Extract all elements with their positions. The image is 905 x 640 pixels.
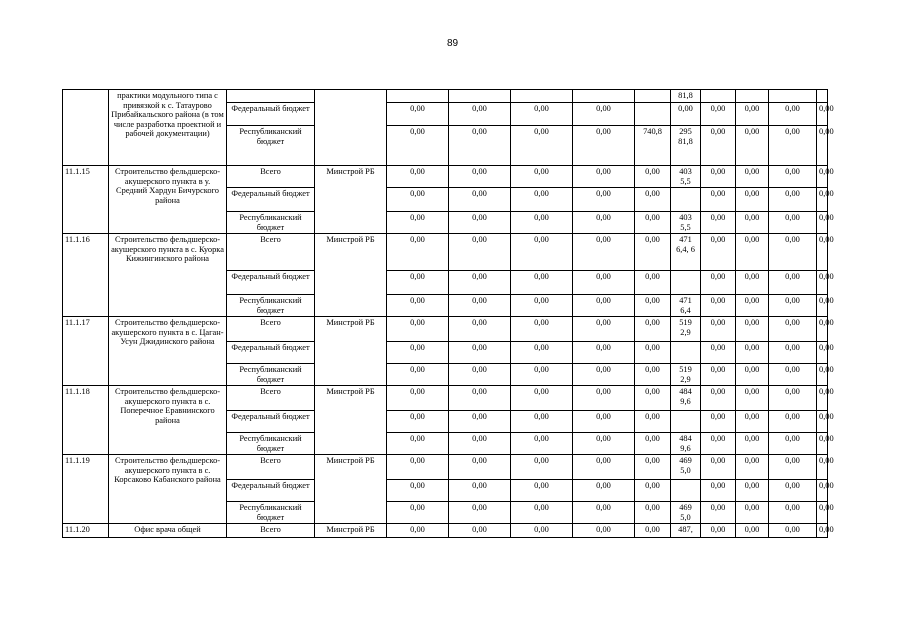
amount-cell: 0,00	[769, 212, 817, 234]
amount-cell: 0,00	[701, 411, 736, 433]
amount-cell: 0,00	[769, 188, 817, 212]
amount-cell: 0,00	[701, 364, 736, 386]
amount-cell: 519 2,9	[671, 364, 701, 386]
table-row	[63, 234, 828, 271]
project-code: 11.1.15	[63, 166, 109, 234]
amount-cell: 0,00	[817, 364, 828, 386]
funding-source: Всего	[227, 166, 315, 188]
amount-cell: 0,00	[573, 411, 635, 433]
amount-cell: 0,00	[449, 295, 511, 317]
amount-cell: 0,00	[817, 455, 828, 480]
table-row	[63, 386, 828, 411]
amount-cell: 0,00	[701, 295, 736, 317]
amount-cell: 0,00	[701, 480, 736, 502]
amount-cell: 0,00	[449, 386, 511, 411]
amount-cell	[817, 90, 828, 103]
project-code	[63, 90, 109, 166]
amount-cell: 0,00	[817, 480, 828, 502]
amount-cell: 0,00	[449, 433, 511, 455]
amount-cell: 0,00	[573, 480, 635, 502]
amount-cell: 0,00	[387, 212, 449, 234]
amount-cell: 0,00	[635, 524, 671, 538]
amount-cell: 0,00	[635, 480, 671, 502]
amount-cell: 0,00	[635, 317, 671, 342]
project-name: Строительство фельдшерско-акушерского пункта в с. Поперечное Еравнинского района	[109, 386, 227, 455]
amount-cell: 0,00	[701, 342, 736, 364]
amount-cell: 403 5,5	[671, 166, 701, 188]
amount-cell: 0,00	[736, 455, 769, 480]
amount-cell: 0,00	[635, 234, 671, 271]
amount-cell: 0,00	[736, 364, 769, 386]
amount-cell: 0,00	[449, 317, 511, 342]
amount-cell: 0,00	[769, 126, 817, 166]
amount-cell	[387, 90, 449, 103]
funding-source: Всего	[227, 317, 315, 342]
responsible-executor: Минстрой РБ	[315, 234, 387, 317]
amount-cell: 0,00	[769, 103, 817, 126]
amount-cell: 0,00	[511, 364, 573, 386]
responsible-executor: Минстрой РБ	[315, 317, 387, 386]
project-code: 11.1.19	[63, 455, 109, 524]
amount-cell: 0,00	[817, 271, 828, 295]
amount-cell: 0,00	[573, 188, 635, 212]
amount-cell: 0,00	[736, 342, 769, 364]
amount-cell	[449, 90, 511, 103]
table-row	[63, 317, 828, 342]
amount-cell: 471 6,4, 6	[671, 234, 701, 271]
amount-cell: 0,00	[387, 364, 449, 386]
amount-cell: 0,00	[573, 295, 635, 317]
project-name: Офис врача общей	[109, 524, 227, 538]
amount-cell: 0,00	[736, 126, 769, 166]
amount-cell: 0,00	[701, 271, 736, 295]
amount-cell: 0,00	[387, 103, 449, 126]
table-row	[63, 166, 828, 188]
amount-cell: 0,00	[449, 524, 511, 538]
responsible-executor: Минстрой РБ	[315, 386, 387, 455]
amount-cell: 0,00	[387, 342, 449, 364]
amount-cell: 0,00	[769, 455, 817, 480]
amount-cell: 0,00	[573, 212, 635, 234]
amount-cell: 0,00	[817, 386, 828, 411]
amount-cell: 0,00	[635, 502, 671, 524]
amount-cell: 0,00	[511, 433, 573, 455]
amount-cell: 0,00	[387, 166, 449, 188]
project-name: практики модульного типа с привязкой к с. Татаурово Прибайкальского района (в том числе разработка проектной и рабочей документации)	[109, 90, 227, 166]
amount-cell: 0,00	[573, 317, 635, 342]
responsible-executor: Минстрой РБ	[315, 166, 387, 234]
amount-cell: 0,00	[701, 524, 736, 538]
amount-cell: 0,00	[511, 342, 573, 364]
amount-cell: 0,00	[573, 103, 635, 126]
amount-cell: 0,00	[573, 502, 635, 524]
amount-cell: 0,00	[511, 166, 573, 188]
amount-cell: 0,00	[769, 502, 817, 524]
amount-cell: 0,00	[573, 271, 635, 295]
amount-cell: 0,00	[449, 364, 511, 386]
amount-cell: 0,00	[769, 411, 817, 433]
amount-cell: 0,00	[573, 524, 635, 538]
amount-cell: 0,00	[387, 126, 449, 166]
amount-cell: 0,00	[701, 103, 736, 126]
amount-cell: 0,00	[769, 317, 817, 342]
amount-cell: 0,00	[635, 295, 671, 317]
project-code: 11.1.17	[63, 317, 109, 386]
funding-source: Республиканский бюджет	[227, 364, 315, 386]
project-name: Строительство фельдшерско-акушерского пункта в с. Цаган-Усун Джидинского района	[109, 317, 227, 386]
amount-cell: 0,00	[635, 212, 671, 234]
funding-source: Республиканский бюджет	[227, 295, 315, 317]
amount-cell: 469 5,0	[671, 455, 701, 480]
amount-cell: 0,00	[511, 317, 573, 342]
table-row	[63, 90, 828, 103]
amount-cell: 0,00	[511, 480, 573, 502]
amount-cell: 0,00	[817, 234, 828, 271]
amount-cell: 81,8	[671, 90, 701, 103]
amount-cell: 0,00	[736, 103, 769, 126]
amount-cell: 519 2,9	[671, 317, 701, 342]
funding-source: Республиканский бюджет	[227, 212, 315, 234]
amount-cell: 0,00	[511, 103, 573, 126]
amount-cell: 469 5,0	[671, 502, 701, 524]
amount-cell: 0,00	[769, 386, 817, 411]
amount-cell: 0,00	[769, 271, 817, 295]
amount-cell: 0,00	[736, 166, 769, 188]
project-name: Строительство фельдшерско-акушерского пункта в у. Средний Хардун Бичурского района	[109, 166, 227, 234]
amount-cell	[736, 90, 769, 103]
project-name: Строительство фельдшерско-акушерского пункта в с. Куорка Кижингинского района	[109, 234, 227, 317]
amount-cell: 0,00	[635, 271, 671, 295]
amount-cell: 0,00	[573, 234, 635, 271]
amount-cell: 0,00	[769, 364, 817, 386]
amount-cell: 487,	[671, 524, 701, 538]
amount-cell: 0,00	[387, 480, 449, 502]
funding-source: Федеральный бюджет	[227, 480, 315, 502]
amount-cell: 0,00	[573, 433, 635, 455]
amount-cell: 0,00	[573, 166, 635, 188]
amount-cell: 0,00	[511, 271, 573, 295]
amount-cell: 0,00	[736, 188, 769, 212]
funding-source: Федеральный бюджет	[227, 188, 315, 212]
amount-cell: 0,00	[573, 126, 635, 166]
amount-cell: 0,00	[701, 188, 736, 212]
amount-cell: 0,00	[387, 295, 449, 317]
amount-cell: 0,00	[449, 188, 511, 212]
amount-cell: 0,00	[701, 234, 736, 271]
amount-cell: 0,00	[449, 103, 511, 126]
project-code: 11.1.20	[63, 524, 109, 538]
project-code: 11.1.16	[63, 234, 109, 317]
amount-cell: 0,00	[701, 455, 736, 480]
amount-cell: 0,00	[736, 502, 769, 524]
table-row	[63, 524, 828, 538]
amount-cell: 0,00	[736, 234, 769, 271]
amount-cell: 0,00	[817, 411, 828, 433]
amount-cell: 0,00	[736, 212, 769, 234]
amount-cell: 0,00	[573, 364, 635, 386]
amount-cell: 0,00	[573, 342, 635, 364]
funding-source: Всего	[227, 455, 315, 480]
amount-cell: 0,00	[769, 234, 817, 271]
amount-cell: 0,00	[769, 433, 817, 455]
amount-cell: 0,00	[449, 234, 511, 271]
responsible-executor: Минстрой РБ	[315, 455, 387, 524]
amount-cell: 0,00	[635, 433, 671, 455]
project-code: 11.1.18	[63, 386, 109, 455]
amount-cell: 0,00	[449, 126, 511, 166]
funding-source: Федеральный бюджет	[227, 342, 315, 364]
amount-cell: 0,00	[387, 317, 449, 342]
amount-cell: 0,00	[817, 433, 828, 455]
funding-source: Всего	[227, 234, 315, 271]
funding-source: Республиканский бюджет	[227, 433, 315, 455]
amount-cell: 0,00	[635, 455, 671, 480]
amount-cell: 0,00	[817, 166, 828, 188]
amount-cell	[769, 90, 817, 103]
funding-source	[227, 90, 315, 103]
funding-source: Республиканский бюджет	[227, 502, 315, 524]
amount-cell: 0,00	[817, 502, 828, 524]
amount-cell: 0,00	[701, 433, 736, 455]
amount-cell: 0,00	[736, 411, 769, 433]
amount-cell: 0,00	[511, 126, 573, 166]
amount-cell: 0,00	[701, 386, 736, 411]
funding-source: Федеральный бюджет	[227, 271, 315, 295]
amount-cell: 0,00	[701, 212, 736, 234]
responsible-executor: Минстрой РБ	[315, 524, 387, 538]
amount-cell: 0,00	[769, 295, 817, 317]
table-row	[63, 455, 828, 480]
amount-cell: 0,00	[817, 188, 828, 212]
amount-cell: 0,00	[387, 271, 449, 295]
amount-cell	[635, 103, 671, 126]
amount-cell	[511, 90, 573, 103]
amount-cell: 0,00	[817, 126, 828, 166]
amount-cell: 0,00	[736, 524, 769, 538]
amount-cell: 0,00	[635, 386, 671, 411]
amount-cell: 0,00	[449, 342, 511, 364]
amount-cell	[701, 90, 736, 103]
funding-source: Всего	[227, 524, 315, 538]
amount-cell: 0,00	[736, 271, 769, 295]
amount-cell: 0,00	[387, 433, 449, 455]
amount-cell: 0,00	[449, 271, 511, 295]
amount-cell: 0,00	[736, 295, 769, 317]
amount-cell: 0,00	[817, 212, 828, 234]
amount-cell: 0,00	[511, 502, 573, 524]
amount-cell: 0,00	[449, 455, 511, 480]
amount-cell: 0,00	[387, 188, 449, 212]
amount-cell: 0,00	[817, 295, 828, 317]
amount-cell: 0,00	[511, 386, 573, 411]
amount-cell: 0,00	[511, 295, 573, 317]
amount-cell: 471 6,4	[671, 295, 701, 317]
amount-cell: 0,00	[387, 524, 449, 538]
funding-source: Федеральный бюджет	[227, 103, 315, 126]
amount-cell: 0,00	[769, 166, 817, 188]
amount-cell: 0,00	[635, 411, 671, 433]
amount-cell: 0,00	[387, 455, 449, 480]
amount-cell: 0,00	[449, 480, 511, 502]
amount-cell: 484 9,6	[671, 433, 701, 455]
amount-cell: 0,00	[635, 166, 671, 188]
project-name: Строительство фельдшерско-акушерского пункта в с. Корсаково Кабанского района	[109, 455, 227, 524]
amount-cell: 0,00	[701, 317, 736, 342]
amount-cell	[671, 411, 701, 433]
amount-cell: 0,00	[449, 166, 511, 188]
amount-cell: 0,00	[511, 234, 573, 271]
amount-cell: 0,00	[387, 386, 449, 411]
amount-cell: 295 81,8	[671, 126, 701, 166]
amount-cell: 484 9,6	[671, 386, 701, 411]
amount-cell: 0,00	[701, 166, 736, 188]
amount-cell: 740,8	[635, 126, 671, 166]
amount-cell	[635, 90, 671, 103]
amount-cell: 0,00	[573, 386, 635, 411]
amount-cell: 0,00	[769, 524, 817, 538]
amount-cell: 0,00	[511, 455, 573, 480]
amount-cell: 0,00	[387, 502, 449, 524]
amount-cell: 0,00	[635, 188, 671, 212]
funding-source: Всего	[227, 386, 315, 411]
amount-cell: 0,00	[817, 524, 828, 538]
amount-cell	[671, 480, 701, 502]
amount-cell: 0,00	[449, 411, 511, 433]
amount-cell: 0,00	[769, 480, 817, 502]
amount-cell: 0,00	[449, 502, 511, 524]
amount-cell: 0,00	[511, 524, 573, 538]
amount-cell: 0,00	[573, 455, 635, 480]
amount-cell	[671, 188, 701, 212]
amount-cell	[671, 271, 701, 295]
amount-cell	[573, 90, 635, 103]
amount-cell: 0,00	[701, 502, 736, 524]
amount-cell: 0,00	[817, 103, 828, 126]
funding-source: Федеральный бюджет	[227, 411, 315, 433]
amount-cell: 0,00	[511, 411, 573, 433]
amount-cell: 403 5,5	[671, 212, 701, 234]
amount-cell: 0,00	[736, 433, 769, 455]
page-number: 89	[446, 38, 459, 49]
responsible-executor	[315, 90, 387, 166]
amount-cell: 0,00	[387, 234, 449, 271]
amount-cell: 0,00	[635, 342, 671, 364]
amount-cell: 0,00	[817, 317, 828, 342]
amount-cell: 0,00	[701, 126, 736, 166]
amount-cell: 0,00	[511, 212, 573, 234]
amount-cell: 0,00	[736, 386, 769, 411]
amount-cell: 0,00	[449, 212, 511, 234]
amount-cell: 0,00	[736, 317, 769, 342]
amount-cell: 0,00	[671, 103, 701, 126]
budget-table	[62, 89, 834, 538]
amount-cell: 0,00	[635, 364, 671, 386]
amount-cell: 0,00	[817, 342, 828, 364]
amount-cell: 0,00	[736, 480, 769, 502]
amount-cell: 0,00	[387, 411, 449, 433]
funding-source: Республиканский бюджет	[227, 126, 315, 166]
amount-cell: 0,00	[769, 342, 817, 364]
amount-cell: 0,00	[511, 188, 573, 212]
amount-cell	[671, 342, 701, 364]
